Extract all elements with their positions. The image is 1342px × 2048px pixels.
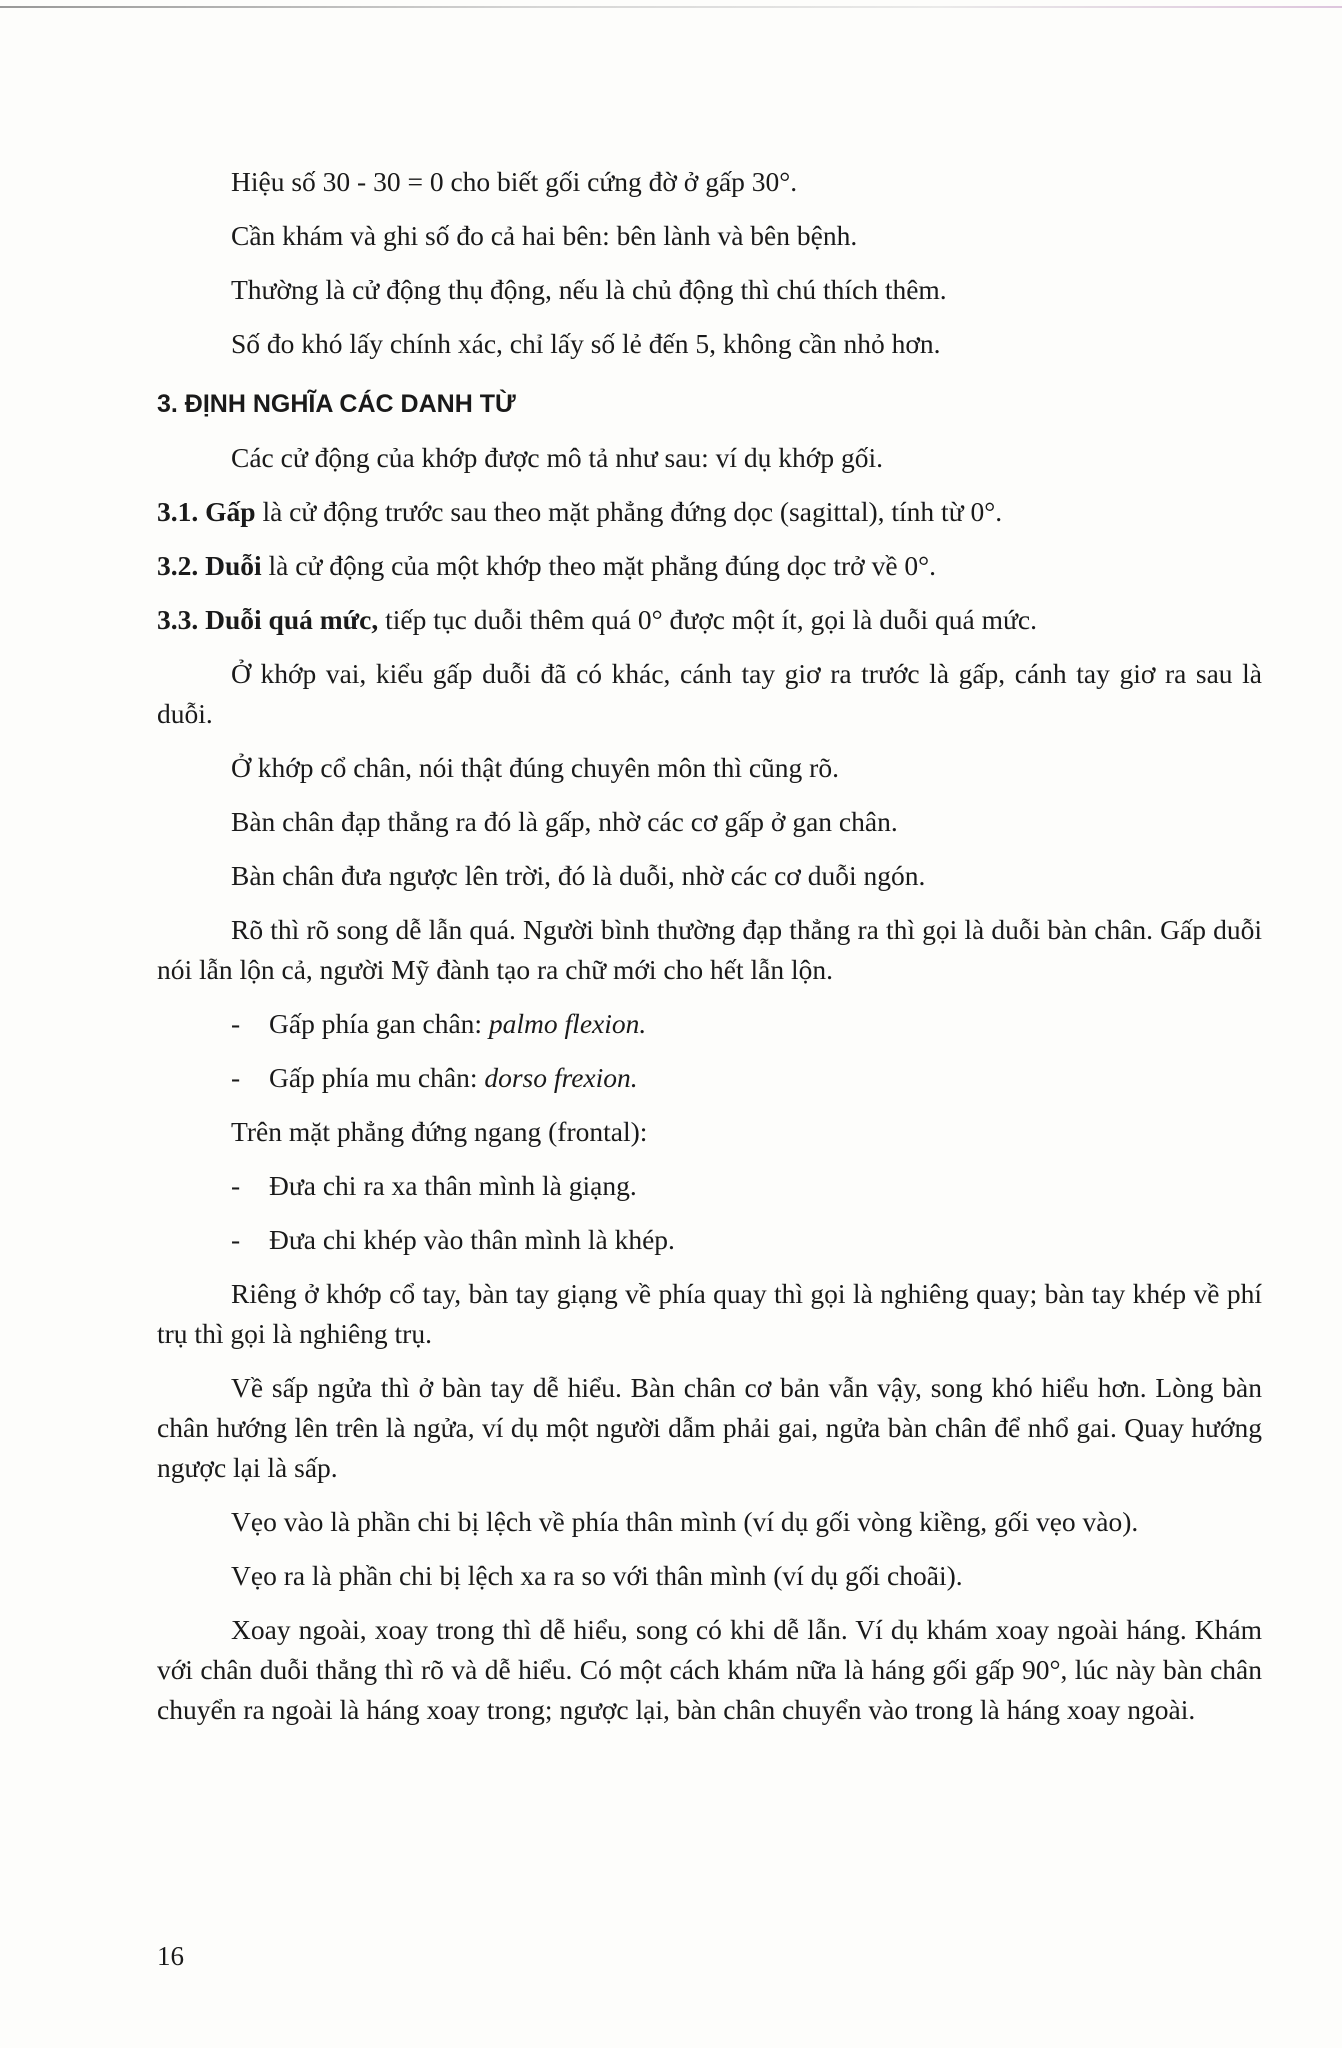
dash-marker: -	[231, 1062, 241, 1093]
list-item-label: Gấp phía gan chân:	[269, 1008, 489, 1039]
definition-term: Gấp	[205, 496, 256, 527]
list-item-label: Đưa chi khép vào thân mình là khép.	[269, 1224, 675, 1255]
paragraph: Vẹo ra là phần chi bị lệch xa ra so với thân mình (ví dụ gối choãi).	[231, 1560, 963, 1591]
flexion-list-item	[231, 1058, 1262, 1098]
paragraph: Thường là cử động thụ động, nếu là chủ động thì chú thích thêm.	[231, 274, 947, 305]
frontal-list-item	[231, 1220, 1262, 1260]
definition-number: 3.1.	[157, 496, 199, 527]
definition-item	[157, 546, 1262, 586]
top-scan-line	[0, 6, 1342, 8]
paragraph: Riêng ở khớp cổ tay, bàn tay giạng về phía quay thì gọi là nghiêng quay; bàn tay khép về phí trụ thì gọi là nghiêng trụ.	[157, 1278, 1262, 1349]
flexion-list-item	[231, 1004, 1262, 1044]
list-item-label: Đưa chi ra xa thân mình là giạng.	[269, 1170, 637, 1201]
definition-text: tiếp tục duỗi thêm quá 0° được một ít, gọi là duỗi quá mức.	[378, 604, 1037, 635]
paragraph: Xoay ngoài, xoay trong thì dễ hiểu, song có khi dễ lẫn. Ví dụ khám xoay ngoài háng. Khám với chân duỗi thẳng thì rõ và dễ hiểu. Có một cách khám nữa là háng gối gấp 90°, lúc này bàn chân chuyển ra ngoài là háng xoay trong; ngược lại, bàn chân chuyển vào trong là háng xoay ngoài.	[157, 1614, 1262, 1725]
section-heading: 3. ĐỊNH NGHĨA CÁC DANH TỪ	[157, 390, 516, 418]
paragraph: Ở khớp cổ chân, nói thật đúng chuyên môn thì cũng rõ.	[231, 752, 839, 783]
paragraph: Cần khám và ghi số đo cả hai bên: bên lành và bên bệnh.	[231, 220, 858, 251]
paragraph: Vẹo vào là phần chi bị lệch về phía thân mình (ví dụ gối vòng kiềng, gối vẹo vào).	[231, 1506, 1139, 1537]
definition-item	[157, 600, 1262, 640]
list-item-term: dorso frexion.	[484, 1062, 638, 1093]
paragraph: Bàn chân đạp thẳng ra đó là gấp, nhờ các cơ gấp ở gan chân.	[231, 806, 898, 837]
frontal-list-item	[231, 1166, 1262, 1206]
definition-text: là cử động trước sau theo mặt phẳng đứng dọc (sagittal), tính từ 0°.	[255, 496, 1003, 527]
definition-number: 3.3.	[157, 604, 199, 635]
definition-term: Duỗi quá mức,	[205, 604, 379, 635]
page-number: 16	[157, 1941, 184, 1971]
paragraph: Rõ thì rõ song dễ lẫn quá. Người bình thường đạp thẳng ra thì gọi là duỗi bàn chân. Gấp duỗi nói lẫn lộn cả, người Mỹ đành tạo ra chữ mới cho hết lẫn lộn.	[157, 914, 1262, 985]
definition-term: Duỗi	[205, 550, 262, 581]
paragraph: Hiệu số 30 - 30 = 0 cho biết gối cứng đờ ở gấp 30°.	[231, 166, 798, 197]
dash-marker: -	[231, 1008, 241, 1039]
paragraph: Bàn chân đưa ngược lên trời, đó là duỗi, nhờ các cơ duỗi ngón.	[231, 860, 926, 891]
paragraph: Ở khớp vai, kiểu gấp duỗi đã có khác, cánh tay giơ ra trước là gấp, cánh tay giơ ra sau là duỗi.	[157, 658, 1262, 729]
paragraph: Trên mặt phẳng đứng ngang (frontal):	[231, 1116, 648, 1147]
page-body	[157, 162, 1262, 1744]
dash-marker: -	[231, 1224, 241, 1255]
definition-number: 3.2.	[157, 550, 199, 581]
section-intro: Các cử động của khớp được mô tả như sau: ví dụ khớp gối.	[231, 442, 883, 473]
paragraph: Số đo khó lấy chính xác, chỉ lấy số lẻ đến 5, không cần nhỏ hơn.	[231, 328, 941, 359]
definition-text: là cử động của một khớp theo mặt phẳng đúng dọc trở về 0°.	[261, 550, 937, 581]
list-item-term: palmo flexion.	[488, 1008, 647, 1039]
dash-marker: -	[231, 1170, 241, 1201]
paragraph: Về sấp ngửa thì ở bàn tay dễ hiểu. Bàn chân cơ bản vẫn vậy, song khó hiểu hơn. Lòng bàn chân hướng lên trên là ngửa, ví dụ một người dẫm phải gai, ngửa bàn chân để nhổ gai. Quay hướng ngược lại là sấp.	[157, 1372, 1262, 1483]
definition-item	[157, 492, 1262, 532]
list-item-label: Gấp phía mu chân:	[269, 1062, 485, 1093]
